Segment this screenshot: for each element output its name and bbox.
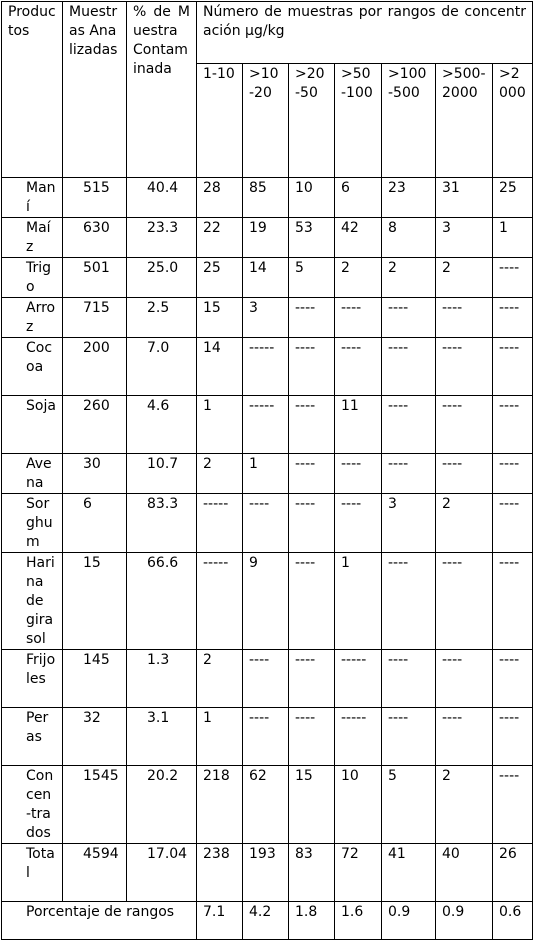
range-value-cell: 10	[335, 766, 382, 844]
producto-cell: Peras	[2, 708, 63, 766]
range-value-cell: ----	[493, 298, 533, 338]
pct-cell: 66.6	[127, 553, 197, 650]
range-value-cell: ----	[436, 298, 493, 338]
producto-cell: Soja	[2, 396, 63, 454]
range-value-cell: -----	[243, 338, 289, 396]
range-value-cell: ----	[289, 708, 335, 766]
range-value-cell: ----	[335, 298, 382, 338]
header-muestras-analizadas: Muestras Analizadas	[63, 2, 127, 178]
pct-cell: 7.0	[127, 338, 197, 396]
producto-cell: Arroz	[2, 298, 63, 338]
range-value-cell: 9	[243, 553, 289, 650]
pct-cell: 4.6	[127, 396, 197, 454]
range-value-cell: ----	[493, 396, 533, 454]
producto-cell: Maíz	[2, 218, 63, 258]
range-value-cell: ----	[243, 708, 289, 766]
table-row	[2, 844, 533, 902]
range-value-cell: ----	[493, 650, 533, 708]
producto-cell: Avena	[2, 454, 63, 494]
range-value-cell: ----	[382, 298, 436, 338]
range-value-cell: 42	[335, 218, 382, 258]
range-value-cell: ----	[493, 553, 533, 650]
pct-cell: 25.0	[127, 258, 197, 298]
range-value-cell: 40	[436, 844, 493, 902]
muestras-cell: 260	[63, 396, 127, 454]
range-value-cell: ----	[382, 338, 436, 396]
range-value-cell: ----	[493, 338, 533, 396]
range-value-cell: 2	[197, 454, 243, 494]
header-row-1	[2, 2, 533, 64]
range-value-cell: 3	[382, 494, 436, 553]
range-value-cell: ----	[335, 454, 382, 494]
footer-row	[2, 902, 533, 940]
range-value-cell: ----	[335, 494, 382, 553]
producto-cell: Frijoles	[2, 650, 63, 708]
range-value-cell: 62	[243, 766, 289, 844]
range-value-cell: -----	[197, 553, 243, 650]
range-value-cell: 1	[243, 454, 289, 494]
footer-value-cell: 1.8	[289, 902, 335, 940]
pct-cell: 17.04	[127, 844, 197, 902]
muestras-cell: 6	[63, 494, 127, 553]
range-value-cell: -----	[335, 708, 382, 766]
range-value-cell: ----	[382, 553, 436, 650]
range-value-cell: 10	[289, 178, 335, 218]
mycotoxin-range-table	[1, 1, 533, 940]
range-value-cell: ----	[289, 454, 335, 494]
range-value-cell: 1	[493, 218, 533, 258]
range-value-cell: ----	[289, 338, 335, 396]
range-value-cell: 2	[436, 766, 493, 844]
range-value-cell: 15	[289, 766, 335, 844]
range-value-cell: ----	[289, 396, 335, 454]
range-value-cell: 14	[197, 338, 243, 396]
range-value-cell: 1	[335, 553, 382, 650]
pct-cell: 83.3	[127, 494, 197, 553]
header-range-0: 1-10	[197, 64, 243, 178]
pct-cell: 10.7	[127, 454, 197, 494]
header-productos: Productos	[2, 2, 63, 178]
header-porcentaje-contaminada: % de Muestra Contaminada	[127, 2, 197, 178]
range-value-cell: 19	[243, 218, 289, 258]
range-value-cell: ----	[382, 396, 436, 454]
range-value-cell: -----	[197, 494, 243, 553]
range-value-cell: 2	[335, 258, 382, 298]
range-value-cell: ----	[493, 708, 533, 766]
range-value-cell: -----	[335, 650, 382, 708]
header-rangos-title: Número de muestras por rangos de concentración µg/kg	[197, 2, 533, 64]
range-value-cell: ----	[335, 338, 382, 396]
pct-cell: 20.2	[127, 766, 197, 844]
range-value-cell: ----	[289, 494, 335, 553]
range-value-cell: 83	[289, 844, 335, 902]
muestras-cell: 15	[63, 553, 127, 650]
range-value-cell: 6	[335, 178, 382, 218]
producto-cell: Cocoa	[2, 338, 63, 396]
range-value-cell: 85	[243, 178, 289, 218]
range-value-cell: ----	[493, 454, 533, 494]
producto-cell: Maní	[2, 178, 63, 218]
range-value-cell: 3	[243, 298, 289, 338]
table-row	[2, 766, 533, 844]
range-value-cell: 53	[289, 218, 335, 258]
range-value-cell: ----	[243, 650, 289, 708]
range-value-cell: 238	[197, 844, 243, 902]
range-value-cell: 2	[436, 258, 493, 298]
muestras-cell: 515	[63, 178, 127, 218]
range-value-cell: ----	[436, 338, 493, 396]
range-value-cell: 218	[197, 766, 243, 844]
footer-value-cell: 1.6	[335, 902, 382, 940]
range-value-cell: ----	[436, 454, 493, 494]
range-value-cell: ----	[382, 708, 436, 766]
range-value-cell: 15	[197, 298, 243, 338]
producto-cell: Harina de girasol	[2, 553, 63, 650]
range-value-cell: 72	[335, 844, 382, 902]
table-row	[2, 454, 533, 494]
footer-value-cell: 4.2	[243, 902, 289, 940]
range-value-cell: 2	[382, 258, 436, 298]
table-row	[2, 396, 533, 454]
pct-cell: 1.3	[127, 650, 197, 708]
range-value-cell: 25	[493, 178, 533, 218]
muestras-cell: 630	[63, 218, 127, 258]
range-value-cell: 5	[289, 258, 335, 298]
table-row	[2, 494, 533, 553]
table-row	[2, 650, 533, 708]
range-value-cell: ----	[289, 553, 335, 650]
footer-value-cell: 0.9	[382, 902, 436, 940]
table-row	[2, 178, 533, 218]
pct-cell: 23.3	[127, 218, 197, 258]
footer-value-cell: 0.6	[493, 902, 533, 940]
pct-cell: 2.5	[127, 298, 197, 338]
pct-cell: 3.1	[127, 708, 197, 766]
header-range-6: >2000	[493, 64, 533, 178]
table-row	[2, 338, 533, 396]
range-value-cell: 23	[382, 178, 436, 218]
range-value-cell: ----	[382, 454, 436, 494]
range-value-cell: ----	[493, 258, 533, 298]
range-value-cell: ----	[436, 708, 493, 766]
range-value-cell: 3	[436, 218, 493, 258]
range-value-cell: 1	[197, 708, 243, 766]
range-value-cell: 26	[493, 844, 533, 902]
footer-label: Porcentaje de rangos	[2, 902, 197, 940]
range-value-cell: -----	[243, 396, 289, 454]
range-value-cell: ----	[382, 650, 436, 708]
table-row	[2, 553, 533, 650]
range-value-cell: 25	[197, 258, 243, 298]
footer-value-cell: 7.1	[197, 902, 243, 940]
muestras-cell: 32	[63, 708, 127, 766]
muestras-cell: 4594	[63, 844, 127, 902]
table-body	[2, 2, 533, 940]
range-value-cell: ----	[493, 494, 533, 553]
range-value-cell: ----	[289, 298, 335, 338]
range-value-cell: ----	[436, 553, 493, 650]
muestras-cell: 200	[63, 338, 127, 396]
header-range-1: >10-20	[243, 64, 289, 178]
producto-cell: Sorghum	[2, 494, 63, 553]
range-value-cell: 22	[197, 218, 243, 258]
range-value-cell: 41	[382, 844, 436, 902]
range-value-cell: 11	[335, 396, 382, 454]
header-range-4: >100-500	[382, 64, 436, 178]
producto-cell: Total	[2, 844, 63, 902]
muestras-cell: 501	[63, 258, 127, 298]
range-value-cell: 28	[197, 178, 243, 218]
table-row	[2, 258, 533, 298]
producto-cell: Concen-trados	[2, 766, 63, 844]
muestras-cell: 30	[63, 454, 127, 494]
pct-cell: 40.4	[127, 178, 197, 218]
producto-cell: Trigo	[2, 258, 63, 298]
range-value-cell: ----	[243, 494, 289, 553]
table-row	[2, 708, 533, 766]
range-value-cell: ----	[436, 396, 493, 454]
range-value-cell: 1	[197, 396, 243, 454]
range-value-cell: 2	[436, 494, 493, 553]
table-row	[2, 298, 533, 338]
table-row	[2, 218, 533, 258]
range-value-cell: ----	[289, 650, 335, 708]
muestras-cell: 1545	[63, 766, 127, 844]
range-value-cell: 31	[436, 178, 493, 218]
footer-value-cell: 0.9	[436, 902, 493, 940]
range-value-cell: ----	[436, 650, 493, 708]
range-value-cell: 193	[243, 844, 289, 902]
header-range-2: >20-50	[289, 64, 335, 178]
header-range-3: >50-100	[335, 64, 382, 178]
muestras-cell: 715	[63, 298, 127, 338]
range-value-cell: 14	[243, 258, 289, 298]
range-value-cell: 5	[382, 766, 436, 844]
muestras-cell: 145	[63, 650, 127, 708]
range-value-cell: 8	[382, 218, 436, 258]
range-value-cell: ----	[493, 766, 533, 844]
header-range-5: >500-2000	[436, 64, 493, 178]
range-value-cell: 2	[197, 650, 243, 708]
